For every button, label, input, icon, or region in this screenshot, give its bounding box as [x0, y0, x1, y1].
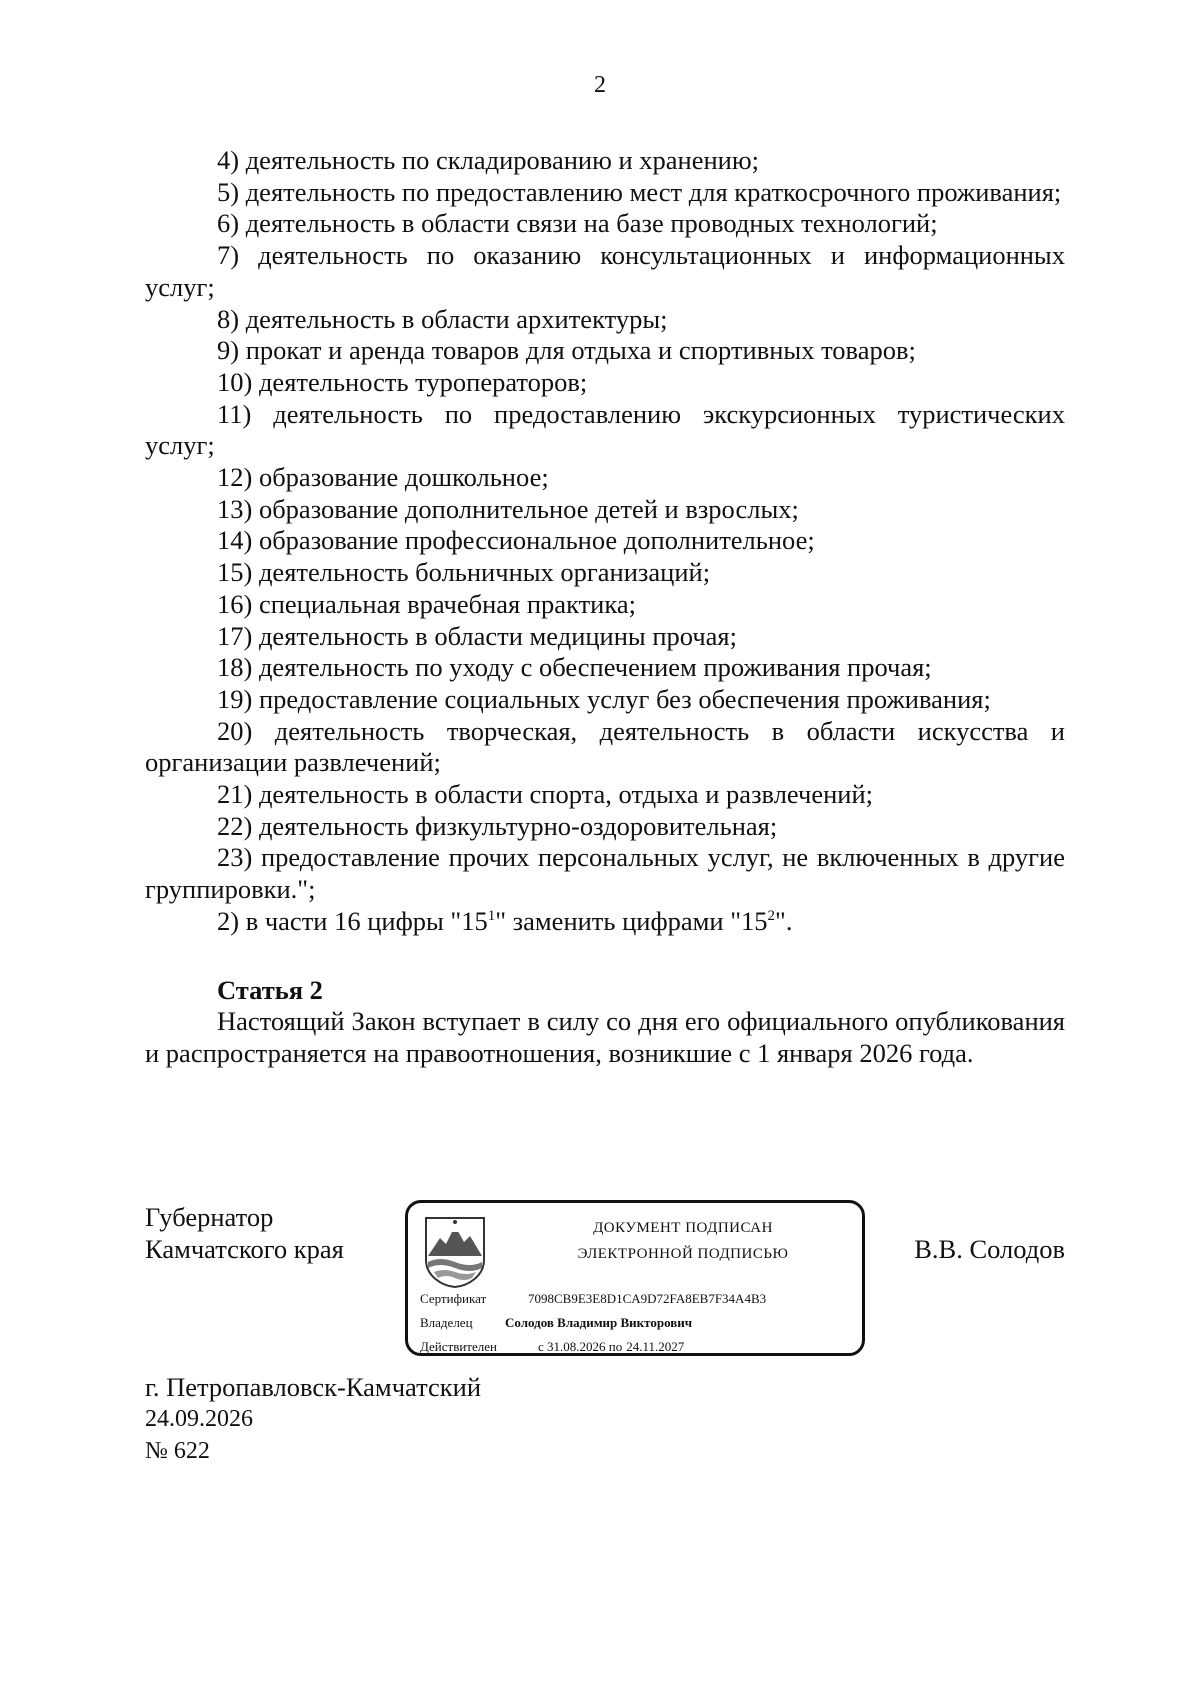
amendment-item: 9) прокат и аренда товаров для отдыха и спортивных товаров;	[217, 335, 916, 366]
footer-city: г. Петропавловск-Камчатский	[145, 1372, 481, 1402]
amendment-item: 21) деятельность в области спорта, отдыха и развлечений;	[217, 779, 874, 810]
stamp-heading	[528, 1215, 838, 1267]
amendment-item: 15) деятельность больничных организаций;	[217, 557, 711, 588]
amendment-item: 14) образование профессиональное дополнительное;	[217, 525, 815, 556]
signatory-title	[145, 1201, 344, 1265]
stamp-owner-value: Солодов Владимир Викторович	[505, 1315, 693, 1330]
electronic-signature-stamp	[405, 1200, 865, 1356]
article-title: Статья 2	[217, 974, 323, 1005]
amendment-item: 16) специальная врачебная практика;	[217, 588, 636, 619]
amendment-item: 11) деятельность по предоставлению экскурсионных туристических услуг;	[145, 398, 1065, 461]
stamp-certificate-value: 7098CB9E3E8D1CA9D72FA8EB7F34A4B3	[528, 1291, 767, 1306]
amendment-item: 20) деятельность творческая, деятельность в области искусства и организации развлечений;	[145, 715, 1065, 778]
superscript-one: 1	[487, 908, 496, 925]
amendment-item: 8) деятельность в области архитектуры;	[217, 303, 668, 334]
amendment-item: 22) деятельность физкультурно-оздоровительная;	[217, 810, 778, 841]
footer-date: 24.09.2026	[145, 1406, 253, 1432]
stamp-owner-row	[420, 1314, 692, 1332]
document-body	[145, 145, 1065, 1070]
amendment-item: 13) образование дополнительное детей и взрослых;	[217, 493, 799, 524]
stamp-certificate-row	[420, 1290, 766, 1308]
amendment-item: 23) предоставление прочих персональных услуг, не включенных в другие группировки.";	[145, 842, 1065, 905]
signatory-name: В.В. Солодов	[914, 1234, 1065, 1264]
document-footer	[145, 1371, 481, 1467]
amendment-item: 7) деятельность по оказанию консультационных и информационных услуг;	[145, 240, 1065, 302]
footer-number: № 622	[145, 1438, 210, 1464]
article-text: Настоящий Закон вступает в силу со дня его официального опубликования и распространяется на правоотношения, возникшие с 1 января 2026 года.	[145, 1006, 1065, 1068]
amendment-item: 18) деятельность по уходу с обеспечением проживания прочая;	[217, 652, 932, 683]
amendment-item: 19) предоставление социальных услуг без обеспечения проживания;	[217, 683, 991, 714]
amendment-item: 12) образование дошкольное;	[217, 462, 549, 493]
signatory-title-line2: Камчатского края	[145, 1234, 344, 1264]
stamp-owner-label: Владелец	[420, 1315, 473, 1330]
stamp-heading-line1: ДОКУМЕНТ ПОДПИСАН	[593, 1220, 773, 1236]
signatory-title-line1: Губернатор	[145, 1202, 274, 1232]
stamp-validity-to: 24.11.2027	[626, 1339, 685, 1354]
amendment-item: 4) деятельность по складированию и хранению;	[217, 145, 760, 175]
stamp-heading-line2: ЭЛЕКТРОННОЙ ПОДПИСЬЮ	[577, 1246, 789, 1262]
stamp-validity-from: с 31.08.2026 по	[538, 1339, 623, 1354]
amendment-item-part16: 2) в части 16 цифры "$15^1$" заменить цифрами "$15^2$".	[217, 905, 793, 936]
superscript-two: 2	[767, 908, 776, 925]
amendment-list	[145, 145, 1065, 906]
amendment-item: 6) деятельность в области связи на базе проводных технологий;	[217, 208, 938, 239]
stamp-validity-label: Действителен	[420, 1339, 497, 1354]
amendment-item: 17) деятельность в области медицины прочая;	[217, 620, 737, 651]
amendment-item: 10) деятельность туроператоров;	[217, 366, 588, 397]
amendment-item: 5) деятельность по предоставлению мест для краткосрочного проживания;	[217, 176, 1062, 207]
kamchatka-emblem-icon	[424, 1216, 486, 1288]
page-number: 2	[594, 72, 606, 98]
stamp-certificate-label: Сертификат	[420, 1291, 487, 1306]
stamp-validity-row	[420, 1338, 684, 1356]
